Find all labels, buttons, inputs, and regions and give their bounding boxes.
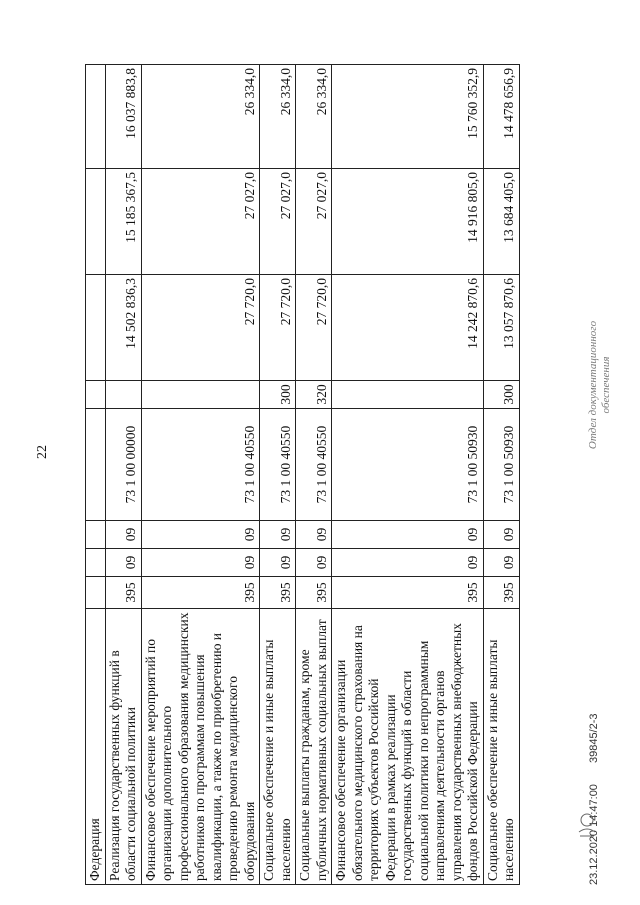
row-name: Социальное обеспечение и иные выплаты населению [260, 609, 296, 885]
footer-doc-id: 39845/2-3 [588, 713, 600, 763]
row-gr: 395 [296, 577, 332, 609]
row-value-1 [86, 275, 106, 381]
row-name: Финансовое обеспечение мероприятий по организации дополнительного профессионального образования медицинских работников по программам повышения квалификации, а также по приобретению и проведению ремонта медицинского оборудования [141, 609, 260, 885]
row-name: Финансовое обеспечение организации обязательного медицинского страхования на территориях субъектов Российской Федерации в рамках реализации государственных функций в области социальной политики по непрограммным направлениям деятельности органов управления государственных внебюджетных фондов Российской Федерации [332, 609, 484, 885]
row-gr: 395 [332, 577, 484, 609]
row-value-1: 13 057 870,6 [483, 275, 519, 381]
row-value-2: 13 684 405,0 [483, 169, 519, 275]
row-rz: 09 [260, 549, 296, 577]
row-value-3 [86, 65, 106, 169]
row-value-1: 27 720,0 [141, 275, 260, 381]
row-gr: 395 [141, 577, 260, 609]
row-value-3: 26 334,0 [260, 65, 296, 169]
row-csr: 73 1 00 00000 [105, 409, 141, 521]
row-value-2: 27 027,0 [260, 169, 296, 275]
row-gr [86, 577, 106, 609]
row-rz: 09 [332, 549, 484, 577]
row-gr: 395 [105, 577, 141, 609]
table-row [483, 65, 519, 885]
row-value-1: 14 242 870,6 [332, 275, 484, 381]
row-vr [86, 381, 106, 409]
table-row [296, 65, 332, 885]
row-vr: 300 [483, 381, 519, 409]
row-rz: 09 [105, 549, 141, 577]
row-csr: 73 1 00 40550 [296, 409, 332, 521]
department-stamp: Отдел документационного обеспечения [587, 320, 612, 450]
row-csr: 73 1 00 50930 [483, 409, 519, 521]
row-name: Социальные выплаты гражданам, кроме публичных нормативных социальных выплат [296, 609, 332, 885]
row-rz [86, 549, 106, 577]
row-value-1: 14 502 836,3 [105, 275, 141, 381]
registry-stamp-icon [575, 810, 599, 840]
row-value-3: 14 478 656,9 [483, 65, 519, 169]
row-name: Социальное обеспечение и иные выплаты населению [483, 609, 519, 885]
table-row [105, 65, 141, 885]
row-value-3: 26 334,0 [296, 65, 332, 169]
row-csr: 73 1 00 40550 [260, 409, 296, 521]
row-vr [105, 381, 141, 409]
footer-timestamp: 23.12.2020 14:47:00 [588, 784, 600, 885]
row-pr: 09 [141, 521, 260, 549]
row-value-1: 27 720,0 [296, 275, 332, 381]
row-csr: 73 1 00 40550 [141, 409, 260, 521]
row-pr: 09 [483, 521, 519, 549]
row-vr [332, 381, 484, 409]
row-value-2: 14 916 805,0 [332, 169, 484, 275]
row-pr: 09 [332, 521, 484, 549]
budget-table [85, 64, 520, 885]
row-name: Реализация государственных функций в области социальной политики [105, 609, 141, 885]
row-pr [86, 521, 106, 549]
row-value-3: 15 760 352,9 [332, 65, 484, 169]
row-rz: 09 [483, 549, 519, 577]
table-row [332, 65, 484, 885]
row-pr: 09 [105, 521, 141, 549]
row-value-2: 15 185 367,5 [105, 169, 141, 275]
row-vr [141, 381, 260, 409]
row-name: Федерация [86, 609, 106, 885]
budget-table-page [85, 65, 575, 885]
row-value-2 [86, 169, 106, 275]
row-csr: 73 1 00 50930 [332, 409, 484, 521]
page-number: 22 [35, 445, 50, 459]
row-value-3: 16 037 883,8 [105, 65, 141, 169]
row-csr [86, 409, 106, 521]
row-gr: 395 [260, 577, 296, 609]
row-vr: 320 [296, 381, 332, 409]
row-pr: 09 [260, 521, 296, 549]
row-pr: 09 [296, 521, 332, 549]
table-row [141, 65, 260, 885]
table-row [86, 65, 106, 885]
row-value-2: 27 027,0 [141, 169, 260, 275]
row-value-3: 26 334,0 [141, 65, 260, 169]
row-rz: 09 [141, 549, 260, 577]
row-value-1: 27 720,0 [260, 275, 296, 381]
row-gr: 395 [483, 577, 519, 609]
table-row [260, 65, 296, 885]
row-rz: 09 [296, 549, 332, 577]
row-value-2: 27 027,0 [296, 169, 332, 275]
row-vr: 300 [260, 381, 296, 409]
